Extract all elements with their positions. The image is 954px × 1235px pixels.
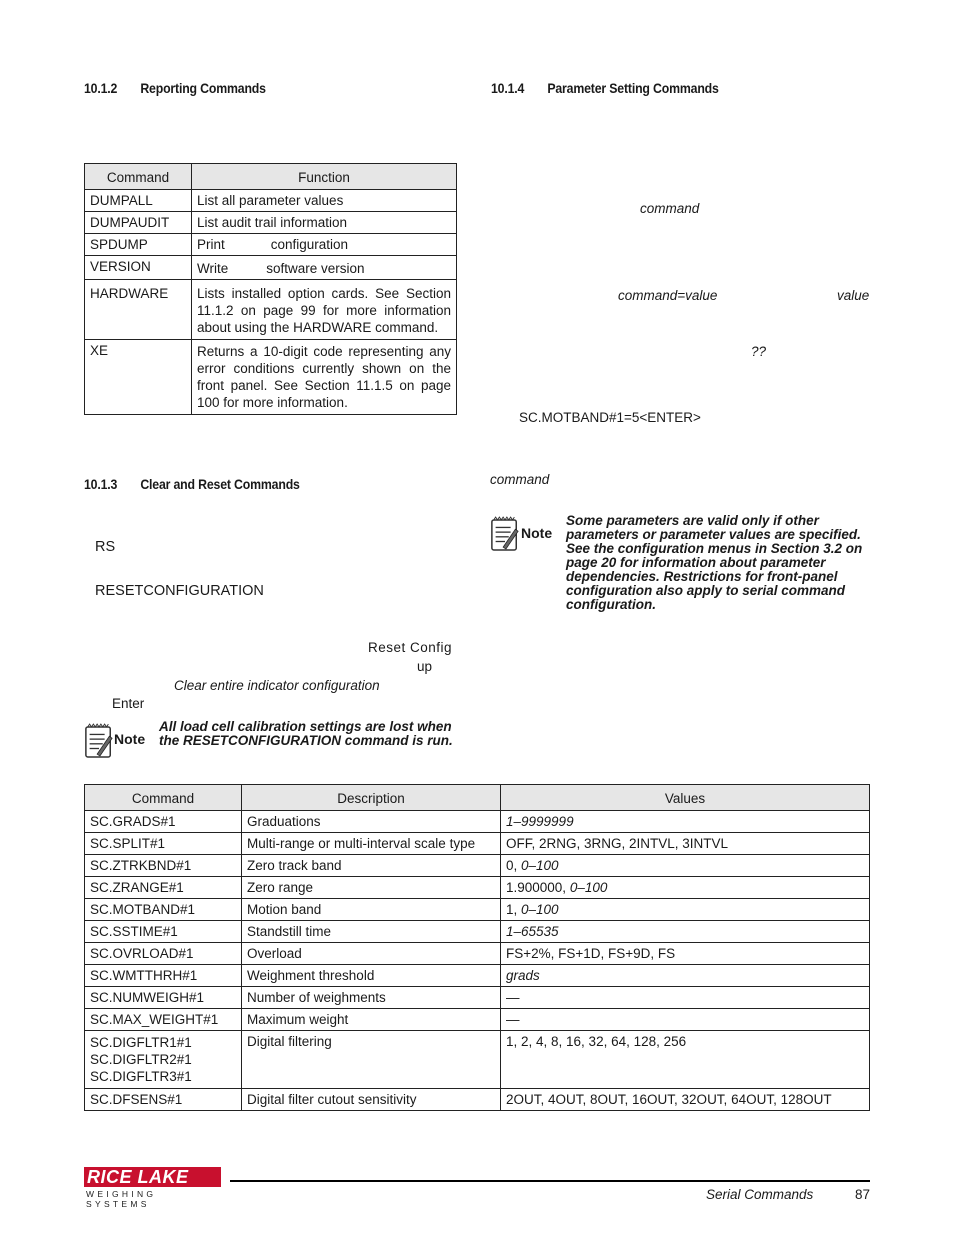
col-header-values: Values — [501, 785, 870, 811]
value-term: value — [837, 288, 870, 303]
col-header-command: Command — [85, 164, 192, 190]
cell-command: SPDUMP — [85, 234, 192, 256]
cell-values: 1, 2, 4, 8, 16, 32, 64, 128, 256 — [501, 1031, 870, 1089]
clear-entire-prompt: Clear entire indicator configuration — [174, 678, 380, 693]
up-label: up — [417, 659, 433, 674]
table-row — [85, 280, 457, 340]
cell-description: Overload — [242, 943, 501, 965]
cell-description: Digital filter cutout sensitivity — [242, 1089, 501, 1111]
note-text-1: All load cell calibration settings are lost when the RESETCONFIGURATION command is run. — [159, 719, 453, 748]
cell-description: Graduations — [242, 811, 501, 833]
cell-command: XE — [85, 340, 192, 415]
logo-bottom-text: WEIGHING SYSTEMS — [86, 1189, 157, 1209]
cell-function — [192, 256, 457, 280]
cell-function: Lists installed option cards. See Section 11.1.2 on page 99 for more information about using the HARDWARE command. — [192, 280, 457, 340]
cell-command: DUMPALL — [85, 190, 192, 212]
cell-command: SC.MAX_WEIGHT#1 — [85, 1009, 242, 1031]
section-heading-10-1-3: 10.1.3 Clear and Reset Commands — [84, 476, 300, 492]
cell-command: SC.ZTRKBND#1 — [85, 855, 242, 877]
reset-config-label: Reset Config — [368, 640, 453, 655]
cell-function-part-b: configuration — [270, 237, 349, 252]
cell-values: OFF, 2RNG, 3RNG, 2INTVL, 3INTVL — [501, 833, 870, 855]
command-term-2: command — [490, 472, 550, 487]
footer-section-name: Serial Commands — [706, 1187, 814, 1202]
table-row — [85, 943, 870, 965]
footer-rule — [230, 1180, 870, 1182]
cell-values: 1–9999999 — [501, 811, 870, 833]
table-row — [85, 965, 870, 987]
table-row — [85, 987, 870, 1009]
rs-command: RS — [95, 539, 116, 555]
cell-values: 1.900000, 0–100 — [501, 877, 870, 899]
cell-description: Zero range — [242, 877, 501, 899]
table-row — [85, 899, 870, 921]
table-row — [85, 833, 870, 855]
table-row — [85, 340, 457, 415]
cell-command: SC.OVRLOAD#1 — [85, 943, 242, 965]
cell-command: SC.SPLIT#1 — [85, 833, 242, 855]
section-heading-10-1-2: 10.1.2 Reporting Commands — [84, 80, 266, 96]
table-row — [85, 855, 870, 877]
cell-values: 2OUT, 4OUT, 8OUT, 16OUT, 32OUT, 64OUT, 128OUT — [501, 1089, 870, 1111]
table-row — [85, 190, 457, 212]
cell-function: Returns a 10-digit code representing any error conditions currently shown on the front panel. See Section 11.1.5 on page 100 for more information. — [192, 340, 457, 415]
table-row — [85, 256, 457, 280]
table-row — [85, 1089, 870, 1111]
cell-command: VERSION — [85, 256, 192, 280]
table-row — [85, 1009, 870, 1031]
cell-description: Weighment threshold — [242, 965, 501, 987]
cell-description: Digital filtering — [242, 1031, 501, 1089]
table-header-row — [85, 785, 870, 811]
command-value-term: command=value — [618, 288, 718, 303]
rice-lake-logo — [84, 1165, 224, 1209]
cell-description: Number of weighments — [242, 987, 501, 1009]
table-row — [85, 811, 870, 833]
cell-values: — — [501, 1009, 870, 1031]
note-text-2: Some parameters are valid only if other parameters or parameter values are specified. See the configuration menus in Section 3.2 on page 20 for information about parameter dependencies. Restrictions for front-panel configuration also apply to serial command configuration. — [566, 513, 863, 612]
cell-description: Maximum weight — [242, 1009, 501, 1031]
cell-values: — — [501, 987, 870, 1009]
example-command: SC.MOTBAND#1=5<ENTER> — [519, 410, 701, 425]
section-heading-10-1-4: 10.1.4 Parameter Setting Commands — [491, 80, 719, 96]
resetconfiguration-command: RESETCONFIGURATION — [95, 583, 264, 599]
cell-function — [192, 234, 457, 256]
parameter-commands-table — [84, 784, 870, 1111]
cell-description: Multi-range or multi-interval scale type — [242, 833, 501, 855]
table-row — [85, 234, 457, 256]
cell-command: SC.MOTBAND#1 — [85, 899, 242, 921]
cell-function: List audit trail information — [192, 212, 457, 234]
table-row — [85, 921, 870, 943]
table-header-row — [85, 164, 457, 190]
cell-function-part-a: Write — [197, 261, 229, 276]
col-header-description: Description — [242, 785, 501, 811]
cell-values: grads — [501, 965, 870, 987]
cell-command: SC.WMTTHRH#1 — [85, 965, 242, 987]
cell-values: 1, 0–100 — [501, 899, 870, 921]
logo-top-text: RICE LAKE — [87, 1167, 189, 1187]
cell-function: List all parameter values — [192, 190, 457, 212]
cell-description: Standstill time — [242, 921, 501, 943]
note-label: Note — [521, 525, 553, 541]
col-header-command: Command — [85, 785, 242, 811]
enter-label: Enter — [112, 696, 145, 711]
cell-command: SC.SSTIME#1 — [85, 921, 242, 943]
cell-values: 1–65535 — [501, 921, 870, 943]
cell-description: Motion band — [242, 899, 501, 921]
table-row — [85, 1031, 870, 1089]
page-number: 87 — [855, 1187, 871, 1202]
cell-function-part-a: Print — [197, 237, 225, 252]
table-row — [85, 877, 870, 899]
query-term: ?? — [751, 344, 767, 359]
note-label: Note — [114, 731, 146, 747]
col-header-function: Function — [192, 164, 457, 190]
cell-command: SC.NUMWEIGH#1 — [85, 987, 242, 1009]
cell-command: HARDWARE — [85, 280, 192, 340]
cell-command: SC.ZRANGE#1 — [85, 877, 242, 899]
cell-values: 0, 0–100 — [501, 855, 870, 877]
cell-function-part-b: software version — [266, 261, 365, 276]
reporting-commands-table — [84, 163, 457, 415]
cell-command: SC.DFSENS#1 — [85, 1089, 242, 1111]
cell-values: FS+2%, FS+1D, FS+9D, FS — [501, 943, 870, 965]
cell-command: SC.DIGFLTR1#1 SC.DIGFLTR2#1 SC.DIGFLTR3#1 — [85, 1031, 242, 1089]
cell-command: DUMPAUDIT — [85, 212, 192, 234]
command-term: command — [640, 201, 700, 216]
table-row — [85, 212, 457, 234]
cell-command: SC.GRADS#1 — [85, 811, 242, 833]
cell-description: Zero track band — [242, 855, 501, 877]
